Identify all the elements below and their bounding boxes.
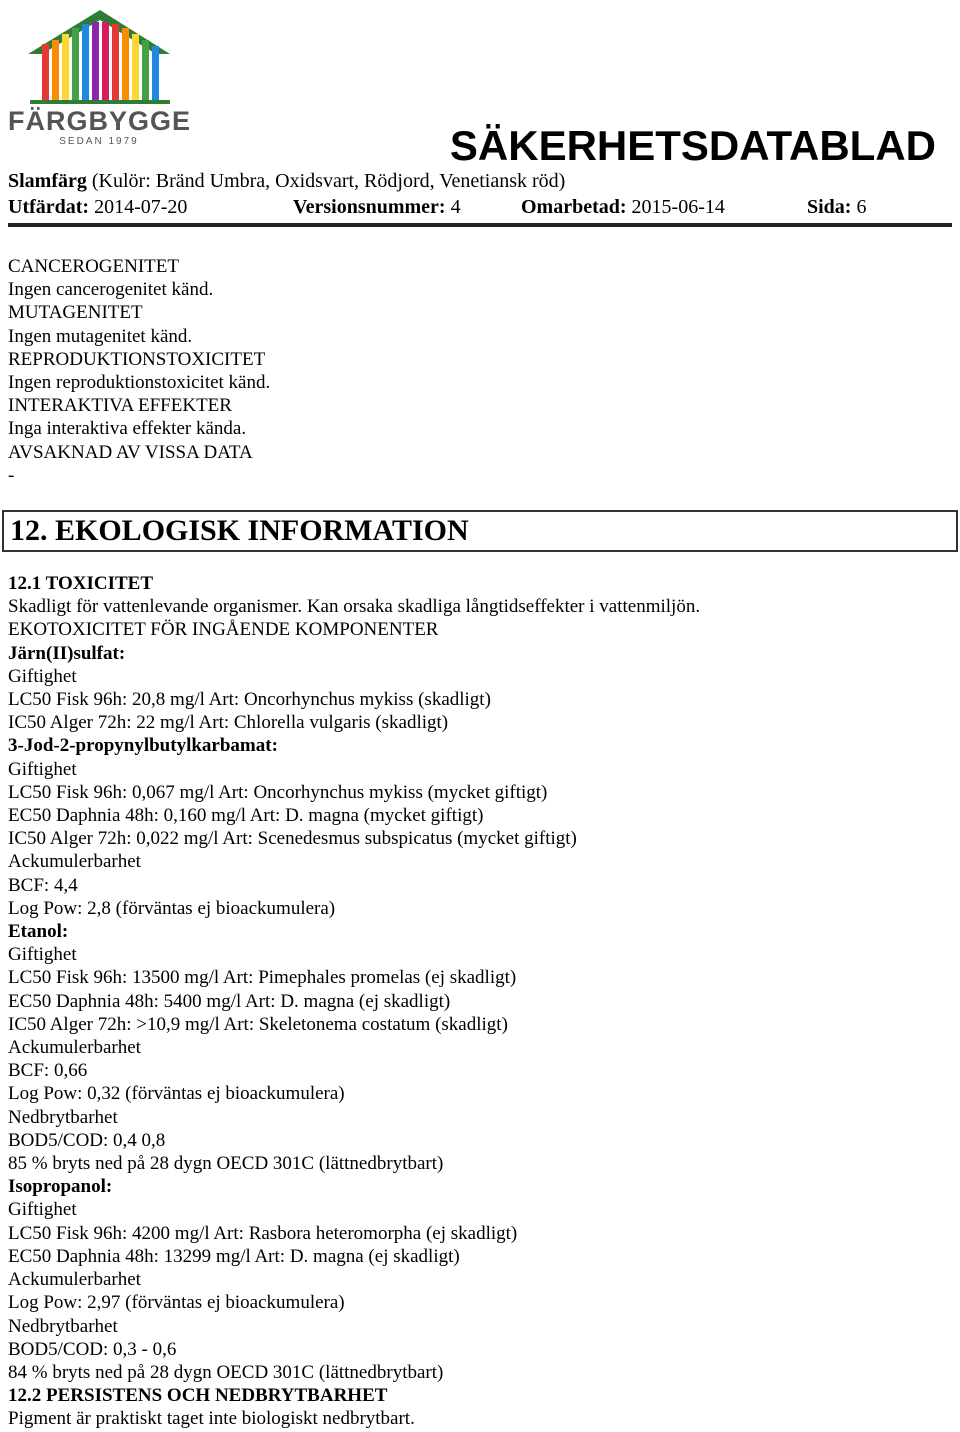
section-heading: REPRODUKTIONSTOXICITET <box>8 348 266 370</box>
text-line: Nedbrytbarhet <box>8 1315 118 1337</box>
text-line: Pigment är praktiskt taget inte biologiskt nedbrytbart. <box>8 1408 415 1430</box>
section-text: - <box>8 464 15 486</box>
text-line: IC50 Alger 72h: 22 mg/l Art: Chlorella vulgaris (skadligt) <box>8 712 449 734</box>
company-logo <box>8 6 190 146</box>
section-heading: AVSAKNAD AV VISSA DATA <box>8 441 253 463</box>
text-line: Log Pow: 0,32 (förväntas ej bioackumulera) <box>8 1083 345 1105</box>
page-label: Sida: <box>807 196 852 218</box>
issued-label: Utfärdat: <box>8 196 90 218</box>
logo-wordmark: FÄRGBYGGE <box>8 106 192 136</box>
product-label: Slamfärg <box>8 170 87 192</box>
page-field <box>807 196 866 219</box>
text-line: EC50 Daphnia 48h: 13299 mg/l Art: D. magna (ej skadligt) <box>8 1245 460 1267</box>
issued-field <box>8 196 187 219</box>
text-line: Giftighet <box>8 944 77 966</box>
text-line: LC50 Fisk 96h: 4200 mg/l Art: Rasbora heteromorpha (ej skadligt) <box>8 1222 518 1244</box>
text-line: IC50 Alger 72h: >10,9 mg/l Art: Skeletonema costatum (skadligt) <box>8 1013 508 1035</box>
subheading-line: 12.1 TOXICITET <box>8 573 154 594</box>
text-line: IC50 Alger 72h: 0,022 mg/l Art: Scenedesmus subspicatus (mycket giftigt) <box>8 828 577 850</box>
revised-label: Omarbetad: <box>521 196 627 218</box>
text-line: Nedbrytbarhet <box>8 1106 118 1128</box>
revised-field <box>521 196 725 219</box>
text-line: BCF: 0,66 <box>8 1060 88 1082</box>
section-text: Ingen mutagenitet känd. <box>8 325 193 347</box>
subheading-line: Isopropanol: <box>8 1176 113 1198</box>
text-line: BCF: 4,4 <box>8 874 78 896</box>
text-line: EC50 Daphnia 48h: 5400 mg/l Art: D. magna (ej skadligt) <box>8 990 451 1012</box>
section-12-title: 12. EKOLOGISK INFORMATION <box>10 514 469 547</box>
revised-value: 2015-06-14 <box>626 196 725 218</box>
text-line: 85 % bryts ned på 28 dygn OECD 301C (lättnedbrytbart) <box>8 1153 444 1175</box>
section-text: Inga interaktiva effekter kända. <box>8 418 247 440</box>
product-detail: (Kulör: Bränd Umbra, Oxidsvart, Rödjord, Venetiansk röd) <box>86 170 566 192</box>
text-line: Log Pow: 2,97 (förväntas ej bioackumulera) <box>8 1292 345 1314</box>
issued-value: 2014-07-20 <box>89 196 188 218</box>
text-line: Giftighet <box>8 665 77 687</box>
subheading-line: 12.2 PERSISTENS OCH NEDBRYTBARHET <box>8 1385 388 1407</box>
text-line: EC50 Daphnia 48h: 0,160 mg/l Art: D. magna (mycket giftigt) <box>8 805 484 827</box>
product-line <box>8 170 565 193</box>
text-line: EKOTOXICITET FÖR INGÅENDE KOMPONENTER <box>8 619 439 641</box>
text-line: Ackumulerbarhet <box>8 1037 141 1059</box>
text-line: Ackumulerbarhet <box>8 851 141 873</box>
subheading-line: 3-Jod-2-propynylbutylkarbamat: <box>8 735 278 757</box>
text-line: 84 % bryts ned på 28 dygn OECD 301C (lättnedbrytbart) <box>8 1361 444 1383</box>
ecology-content <box>8 572 952 1431</box>
section-12-header <box>2 510 958 552</box>
toxicology-list <box>8 255 952 487</box>
text-line: Giftighet <box>8 1199 77 1221</box>
document-title: SÄKERHETSDATABLAD <box>449 122 936 169</box>
text-line: LC50 Fisk 96h: 0,067 mg/l Art: Oncorhynchus mykiss (mycket giftigt) <box>8 781 548 803</box>
text-line: LC50 Fisk 96h: 13500 mg/l Art: Pimephales promelas (ej skadligt) <box>8 967 517 989</box>
subheading-line: Etanol: <box>8 921 69 943</box>
text-line: Skadligt för vattenlevande organismer. Kan orsaka skadliga långtidseffekter i vattenmiljön. <box>8 596 701 618</box>
version-field <box>293 196 461 219</box>
text-line: BOD5/COD: 0,4 0,8 <box>8 1129 166 1151</box>
section-heading: CANCEROGENITET <box>8 256 179 277</box>
version-label: Versionsnummer: <box>293 196 446 218</box>
text-line: Ackumulerbarhet <box>8 1269 141 1291</box>
text-line: LC50 Fisk 96h: 20,8 mg/l Art: Oncorhynchus mykiss (skadligt) <box>8 689 491 711</box>
section-heading: MUTAGENITET <box>8 302 143 324</box>
page-value: 6 <box>851 196 867 218</box>
header-divider <box>8 223 952 227</box>
version-value: 4 <box>445 196 461 218</box>
subheading-line: Järn(II)sulfat: <box>8 642 126 664</box>
logo-tagline: SEDAN 1979 <box>59 136 139 147</box>
text-line: Giftighet <box>8 758 77 780</box>
section-heading: INTERAKTIVA EFFEKTER <box>8 395 232 417</box>
text-line: Log Pow: 2,8 (förväntas ej bioackumulera) <box>8 897 336 919</box>
section-text: Ingen reproduktionstoxicitet känd. <box>8 372 271 394</box>
section-text: Ingen cancerogenitet känd. <box>8 279 214 301</box>
house-logo-icon <box>8 6 190 106</box>
text-line: BOD5/COD: 0,3 - 0,6 <box>8 1338 177 1360</box>
